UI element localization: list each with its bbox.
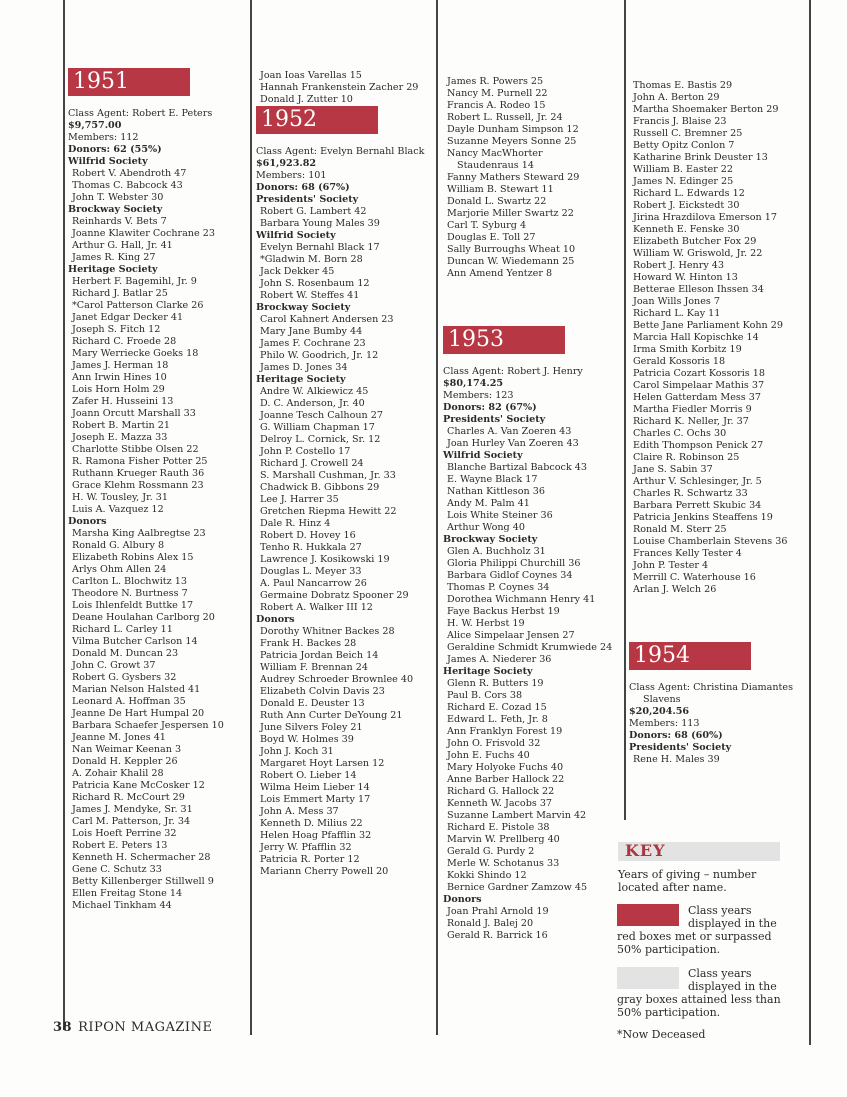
society-heading: Brockway Society	[443, 534, 538, 545]
donor-name: *Gladwin M. Born 28	[260, 254, 363, 265]
class-year-box: 1954	[629, 642, 751, 670]
donor-name: Nancy M. Purnell 22	[447, 88, 548, 99]
donor-name: June Silvers Foley 21	[260, 722, 363, 733]
donor-name: Evelyn Bernahl Black 17	[260, 242, 380, 253]
donor-name: Irma Smith Korbitz 19	[633, 344, 742, 355]
donor-name: R. Ramona Fisher Potter 25	[72, 456, 208, 467]
class-stat-bold: $20,204.56	[629, 706, 690, 717]
donor-name: Robert G. Gysbers 32	[72, 672, 177, 683]
donor-name: Robert V. Abendroth 47	[72, 168, 187, 179]
section-spacer	[443, 280, 623, 326]
donor-name: Richard R. McCourt 29	[72, 792, 185, 803]
column-rule	[809, 0, 811, 1045]
key-red-desc: Class years displayed in the red boxes met or surpassed 50% participation.	[617, 904, 777, 956]
donor-name: Edith Thompson Penick 27	[633, 440, 764, 451]
donor-name: Joseph E. Mazza 33	[72, 432, 168, 443]
donor-name: Donald E. Deuster 13	[260, 698, 365, 709]
donor-name: Germaine Dobratz Spooner 29	[260, 590, 409, 601]
donor-name: Dale R. Hinz 4	[260, 518, 331, 529]
donor-name: Marjorie Miller Swartz 22	[447, 208, 574, 219]
donor-name: Gerald Kossoris 18	[633, 356, 726, 367]
donor-name: Douglas E. Toll 27	[447, 232, 536, 243]
donor-name: Glenn R. Butters 19	[447, 678, 544, 689]
donor-name: Richard L. Carley 11	[72, 624, 173, 635]
class-stat: Members: 112	[68, 132, 139, 143]
donor-name: Robert J. Henry 43	[633, 260, 724, 271]
donor-name: Thomas C. Babcock 43	[72, 180, 183, 191]
donor-name: Luis A. Vazquez 12	[72, 504, 164, 515]
donor-name: Wilma Heim Lieber 14	[260, 782, 370, 793]
donor-name: Ronald J. Balej 20	[447, 918, 534, 929]
donor-name: Hannah Frankenstein Zacher 29	[260, 82, 419, 93]
donor-name: Ronald M. Sterr 25	[633, 524, 727, 535]
donor-name: Betty Opitz Conlon 7	[633, 140, 735, 151]
donor-name: Jane S. Sabin 37	[633, 464, 713, 475]
key-gray-desc: Class years displayed in the gray boxes attained less than 50% participation.	[617, 967, 781, 1019]
donor-name: Thomas E. Bastis 29	[633, 80, 733, 91]
donor-name: Mary Holyoke Fuchs 40	[447, 762, 564, 773]
donor-name: Janet Edgar Decker 41	[72, 312, 184, 323]
class-stat: Class Agent: Robert E. Peters	[68, 108, 213, 119]
magazine-name: RIPON MAGAZINE	[78, 1020, 213, 1035]
donor-name: Bernice Gardner Zamzow 45	[447, 882, 588, 893]
donor-name: Richard L. Edwards 12	[633, 188, 745, 199]
donor-name: Thomas P. Coynes 34	[447, 582, 550, 593]
donor-name: Andy M. Palm 41	[447, 498, 530, 509]
donor-name: Deane Houlahan Carlborg 20	[72, 612, 215, 623]
class-stat-bold: $80,174.25	[443, 378, 504, 389]
column-1954	[629, 80, 807, 766]
donor-name: Nathan Kittleson 36	[447, 486, 545, 497]
donor-name: Lois White Steiner 36	[447, 510, 553, 521]
column-rule	[63, 0, 65, 1030]
donor-name: Jeanne M. Jones 41	[72, 732, 166, 743]
donor-name: James F. Cochrane 23	[260, 338, 366, 349]
donor-name: Richard C. Froede 28	[72, 336, 177, 347]
donor-name: Patricia Cozart Kossoris 18	[633, 368, 765, 379]
donor-name: Carol Simpelaar Mathis 37	[633, 380, 765, 391]
donor-name: A. Paul Nancarrow 26	[260, 578, 367, 589]
donor-name: John S. Rosenbaum 12	[260, 278, 370, 289]
class-stat: Members: 101	[256, 170, 327, 181]
donor-name: John J. Koch 31	[260, 746, 334, 757]
donor-name: Robert G. Lambert 42	[260, 206, 367, 217]
donor-name: Paul B. Cors 38	[447, 690, 523, 701]
donor-name: William B. Easter 22	[633, 164, 734, 175]
donor-name: John A. Mess 37	[260, 806, 339, 817]
donor-name: Jerry W. Pfafflin 32	[260, 842, 352, 853]
donor-name: Barbara Schaefer Jespersen 10	[72, 720, 224, 731]
donor-name: Kenneth W. Jacobs 37	[447, 798, 553, 809]
class-stat-bold: Donors: 68 (67%)	[256, 182, 350, 193]
donor-name: Elizabeth Robins Alex 15	[72, 552, 194, 563]
donor-name: Patricia R. Porter 12	[260, 854, 360, 865]
donor-name: Delroy L. Cornick, Sr. 12	[260, 434, 381, 445]
donor-name: Jack Dekker 45	[260, 266, 335, 277]
donor-name: H. W. Herbst 19	[447, 618, 525, 629]
donor-name: William W. Griswold, Jr. 22	[633, 248, 763, 259]
donor-name: Herbert F. Bagemihl, Jr. 9	[72, 276, 197, 287]
society-heading: Presidents' Society	[256, 194, 359, 205]
society-heading: Donors	[68, 516, 107, 527]
donor-name: Howard W. Hinton 13	[633, 272, 738, 283]
section-spacer	[629, 596, 807, 642]
donor-name: G. William Chapman 17	[260, 422, 375, 433]
donor-name: Joan Wills Jones 7	[633, 296, 720, 307]
donor-name: Marsha King Aalbregtse 23	[72, 528, 206, 539]
donor-name: Merle W. Schotanus 33	[447, 858, 560, 869]
donor-name: Dorothy Whitner Backes 28	[260, 626, 395, 637]
donor-name: Russell C. Bremner 25	[633, 128, 743, 139]
donor-name: Gloria Philippi Churchill 36	[447, 558, 581, 569]
society-heading: Wilfrid Society	[443, 450, 523, 461]
donor-name: Chadwick B. Gibbons 29	[260, 482, 380, 493]
donor-name: Reinhards V. Bets 7	[72, 216, 167, 227]
column-rule	[436, 0, 438, 1035]
donor-name: Tenho R. Hukkala 27	[260, 542, 362, 553]
donor-name: Donald L. Swartz 22	[447, 196, 547, 207]
donor-name: Sally Burroughs Wheat 10	[447, 244, 576, 255]
class-year-box: 1951	[68, 68, 190, 96]
donor-name: E. Wayne Black 17	[447, 474, 538, 485]
donor-name: John P. Costello 17	[260, 446, 351, 457]
donor-name: Dorothea Wichmann Henry 41	[447, 594, 596, 605]
donor-name: Martha Shoemaker Berton 29	[633, 104, 779, 115]
donor-name: Richard J. Crowell 24	[260, 458, 364, 469]
donor-name: John O. Frisvold 32	[447, 738, 541, 749]
donor-name: Blanche Bartizal Babcock 43	[447, 462, 587, 473]
donor-name: Lois Emmert Marty 17	[260, 794, 371, 805]
donor-name: Edward L. Feth, Jr. 8	[447, 714, 548, 725]
society-heading: Wilfrid Society	[68, 156, 148, 167]
society-heading: Presidents' Society	[629, 742, 732, 753]
donor-name: Frank H. Backes 28	[260, 638, 357, 649]
donor-name: Helen Hoag Pfafflin 32	[260, 830, 372, 841]
donor-name: Nancy MacWhorter	[447, 148, 543, 159]
donor-name: Audrey Schroeder Brownlee 40	[260, 674, 414, 685]
donor-name: Nan Weimar Keenan 3	[72, 744, 182, 755]
donor-name: Gene C. Schutz 33	[72, 864, 162, 875]
donor-name: A. Zohair Khalil 28	[72, 768, 164, 779]
donor-name: Betty Killenberger Stillwell 9	[72, 876, 214, 887]
column-rule	[250, 0, 252, 1035]
donor-name: Ronald G. Albury 8	[72, 540, 165, 551]
donor-name: John A. Berton 29	[633, 92, 720, 103]
donor-name: William F. Brennan 24	[260, 662, 368, 673]
donor-name: Marian Nelson Halsted 41	[72, 684, 201, 695]
donor-name-cont: Staudenraus 14	[457, 160, 534, 171]
donor-name: Joan Prahl Arnold 19	[447, 906, 549, 917]
page-number: 38	[53, 1020, 73, 1035]
donor-name: Charlotte Stibbe Olsen 22	[72, 444, 199, 455]
donor-name: Francis J. Blaise 23	[633, 116, 727, 127]
donor-name: John T. Webster 30	[72, 192, 164, 203]
donor-name: Katharine Brink Deuster 13	[633, 152, 768, 163]
donor-name: D. C. Anderson, Jr. 40	[260, 398, 365, 409]
donor-name: Patricia Jordan Beich 14	[260, 650, 379, 661]
donor-name: John C. Growt 37	[72, 660, 156, 671]
donor-name: Ruth Ann Curter DeYoung 21	[260, 710, 403, 721]
donor-name: Gerald R. Barrick 16	[447, 930, 548, 941]
donor-name: Vilma Butcher Carlson 14	[72, 636, 198, 647]
class-stat-bold: Donors: 82 (67%)	[443, 402, 537, 413]
donor-name: Jirina Hrazdilova Emerson 17	[633, 212, 777, 223]
donor-name: Rene H. Males 39	[633, 754, 720, 765]
donor-name: Joanne Tesch Calhoun 27	[260, 410, 383, 421]
donor-name: Richard K. Neller, Jr. 37	[633, 416, 749, 427]
donor-name: Arthur V. Schlesinger, Jr. 5	[633, 476, 762, 487]
donor-name: Carlton L. Blochwitz 13	[72, 576, 187, 587]
class-year-box: 1952	[256, 106, 378, 134]
donor-name: Patricia Jenkins Steaffens 19	[633, 512, 773, 523]
donor-name: Faye Backus Herbst 19	[447, 606, 560, 617]
society-heading: Heritage Society	[68, 264, 158, 275]
donor-name: Lois Ihlenfeldt Buttke 17	[72, 600, 194, 611]
donor-name: Marvin W. Prellberg 40	[447, 834, 560, 845]
donor-name: Joann Orcutt Marshall 33	[72, 408, 196, 419]
donor-name: Gretchen Riepma Hewitt 22	[260, 506, 397, 517]
donor-name: Theodore N. Burtness 7	[72, 588, 188, 599]
donor-name: Alice Simpelaar Jensen 27	[447, 630, 575, 641]
donor-name: Anne Barber Hallock 22	[447, 774, 565, 785]
donor-name: Suzanne Lambert Marvin 42	[447, 810, 587, 821]
donor-name: Helen Gatterdam Mess 37	[633, 392, 761, 403]
deceased-note: *Now Deceased	[617, 1028, 706, 1041]
donor-name: Jeanne De Hart Humpal 20	[72, 708, 205, 719]
donor-name: Donald H. Keppler 26	[72, 756, 178, 767]
donor-name: James J. Mendyke, Sr. 31	[72, 804, 193, 815]
donor-name: Richard E. Cozad 15	[447, 702, 547, 713]
donor-name: Arthur G. Hall, Jr. 41	[72, 240, 173, 251]
donor-name: Marcia Hall Kopischke 14	[633, 332, 759, 343]
donor-name: Kokki Shindo 12	[447, 870, 527, 881]
donor-name: Joanne Klawiter Cochrane 23	[72, 228, 215, 239]
donor-name: James D. Jones 34	[260, 362, 348, 373]
donor-name: William B. Stewart 11	[447, 184, 554, 195]
donor-name: Joseph S. Fitch 12	[72, 324, 161, 335]
donor-name: Arthur Wong 40	[447, 522, 525, 533]
donor-name: James R. King 27	[72, 252, 156, 263]
society-heading: Heritage Society	[256, 374, 346, 385]
donor-name-cont: Slavens	[643, 694, 681, 705]
society-heading: Heritage Society	[443, 666, 533, 677]
donor-name: Robert E. Peters 13	[72, 840, 168, 851]
donor-name: Suzanne Meyers Sonne 25	[447, 136, 577, 147]
donor-name: Ann Irwin Hines 10	[72, 372, 167, 383]
donor-name: Charles C. Ochs 30	[633, 428, 727, 439]
donor-name: Louise Chamberlain Stevens 36	[633, 536, 788, 547]
donor-name: Carl T. Syburg 4	[447, 220, 527, 231]
donor-name: Margaret Hoyt Larsen 12	[260, 758, 385, 769]
donor-name: Mariann Cherry Powell 20	[260, 866, 389, 877]
donor-name: Andre W. Alkiewicz 45	[260, 386, 369, 397]
donor-name: Donald J. Zutter 10	[260, 94, 353, 105]
donor-name: John E. Fuchs 40	[447, 750, 530, 761]
class-stat-bold: $61,923.82	[256, 158, 317, 169]
donor-name: Merrill C. Waterhouse 16	[633, 572, 756, 583]
donor-name: Mary Jane Bumby 44	[260, 326, 363, 337]
key-intro: Years of giving – number located after name.	[618, 868, 757, 894]
donor-name: Barbara Gidlof Coynes 34	[447, 570, 573, 581]
donor-name: Kenneth D. Milius 22	[260, 818, 363, 829]
donor-name: Robert L. Russell, Jr. 24	[447, 112, 563, 123]
donor-name: Donald M. Duncan 23	[72, 648, 179, 659]
donor-name: Richard L. Kay 11	[633, 308, 721, 319]
donor-name: Arlan J. Welch 26	[633, 584, 717, 595]
donor-name: *Carol Patterson Clarke 26	[72, 300, 204, 311]
donor-name: S. Marshall Cushman, Jr. 33	[260, 470, 396, 481]
donor-name: James J. Herman 18	[72, 360, 169, 371]
donor-name: Elizabeth Colvin Davis 23	[260, 686, 385, 697]
donor-name: Robert A. Walker III 12	[260, 602, 373, 613]
donor-name: Robert J. Eickstedt 30	[633, 200, 740, 211]
donor-name: Lee J. Harrer 35	[260, 494, 339, 505]
donor-name: Francis A. Rodeo 15	[447, 100, 546, 111]
donor-name: Charles R. Schwartz 33	[633, 488, 748, 499]
class-stat-bold: $9,757.00	[68, 120, 122, 131]
donor-name: Geraldine Schmidt Krumwiede 24	[447, 642, 613, 653]
donor-name: Dayle Dunham Simpson 12	[447, 124, 579, 135]
donor-name: Robert W. Steffes 41	[260, 290, 360, 301]
donor-name: Zafer H. Husseini 13	[72, 396, 174, 407]
donor-name: Michael Tinkham 44	[72, 900, 172, 911]
donor-name: Leonard A. Hoffman 35	[72, 696, 186, 707]
class-stat: Members: 123	[443, 390, 514, 401]
donor-name: Charles A. Van Zoeren 43	[447, 426, 572, 437]
donor-name: Mary Werriecke Goeks 18	[72, 348, 199, 359]
society-heading: Brockway Society	[68, 204, 163, 215]
donor-name: Richard E. Pistole 38	[447, 822, 550, 833]
donor-name: Lois Horn Holm 29	[72, 384, 165, 395]
class-stat-bold: Donors: 62 (55%)	[68, 144, 162, 155]
donor-name: Robert B. Martin 21	[72, 420, 170, 431]
donor-name: Betterae Elleson Ihssen 34	[633, 284, 764, 295]
donor-name: Carol Kahnert Andersen 23	[260, 314, 394, 325]
donor-name: James A. Niederer 36	[447, 654, 552, 665]
class-stat: Members: 113	[629, 718, 700, 729]
donor-name: Boyd W. Holmes 39	[260, 734, 354, 745]
column-1951	[68, 68, 248, 912]
donor-name: Philo W. Goodrich, Jr. 12	[260, 350, 379, 361]
donor-name: Ruthann Krueger Rauth 36	[72, 468, 205, 479]
donor-name: Douglas L. Meyer 33	[260, 566, 362, 577]
page-footer	[53, 1020, 212, 1035]
donor-name: H. W. Tousley, Jr. 31	[72, 492, 168, 503]
society-heading: Donors	[443, 894, 482, 905]
class-stat-bold: Donors: 68 (60%)	[629, 730, 723, 741]
society-heading: Presidents' Society	[443, 414, 546, 425]
class-stat: Class Agent: Evelyn Bernahl Black	[256, 146, 425, 157]
donor-name: Bette Jane Parliament Kohn 29	[633, 320, 783, 331]
donor-name: Ann Franklyn Forest 19	[447, 726, 563, 737]
society-heading: Wilfrid Society	[256, 230, 336, 241]
column-1953	[443, 76, 623, 942]
donor-name: James N. Edinger 25	[633, 176, 734, 187]
donor-name: Arlys Ohm Allen 24	[72, 564, 167, 575]
donor-name: Martha Fiedler Morris 9	[633, 404, 752, 415]
donor-name: Fanny Mathers Steward 29	[447, 172, 580, 183]
donor-name: Glen A. Buchholz 31	[447, 546, 546, 557]
donor-name: Robert O. Lieber 14	[260, 770, 357, 781]
donor-name: Gerald G. Purdy 2	[447, 846, 535, 857]
column-rule	[624, 0, 626, 820]
donor-name: Elizabeth Butcher Fox 29	[633, 236, 757, 247]
donor-name: Lawrence J. Kosikowski 19	[260, 554, 390, 565]
donor-name: Richard J. Batlar 25	[72, 288, 168, 299]
donor-name: Claire R. Robinson 25	[633, 452, 740, 463]
donor-name: Carl M. Patterson, Jr. 34	[72, 816, 191, 827]
society-heading: Donors	[256, 614, 295, 625]
donor-name: Ann Amend Yentzer 8	[447, 268, 553, 279]
donor-name: Ellen Freitag Stone 14	[72, 888, 183, 899]
donor-name: John P. Tester 4	[633, 560, 709, 571]
donor-name: Grace Klehm Rossmann 23	[72, 480, 204, 491]
donor-name: Barbara Perrett Skubic 34	[633, 500, 762, 511]
donor-name: Barbara Young Males 39	[260, 218, 380, 229]
donor-name: Kenneth E. Fenske 30	[633, 224, 740, 235]
donor-name: Joan Hurley Van Zoeren 43	[447, 438, 579, 449]
class-stat: Class Agent: Robert J. Henry	[443, 366, 583, 377]
column-1952	[256, 70, 434, 878]
donor-name: Kenneth H. Schermacher 28	[72, 852, 211, 863]
class-year-box: 1953	[443, 326, 565, 354]
key-title: KEY	[625, 841, 666, 860]
society-heading: Brockway Society	[256, 302, 351, 313]
donor-name: Frances Kelly Tester 4	[633, 548, 742, 559]
donor-name: Patricia Kane McCosker 12	[72, 780, 205, 791]
donor-name: Robert D. Hovey 16	[260, 530, 356, 541]
donor-name: Joan Ioas Varellas 15	[260, 70, 362, 81]
donor-name: James R. Powers 25	[447, 76, 544, 87]
donor-name: Richard G. Hallock 22	[447, 786, 555, 797]
donor-name: Duncan W. Wiedemann 25	[447, 256, 575, 267]
class-stat: Class Agent: Christina Diamantes	[629, 682, 793, 693]
donor-name: Lois Hoeft Perrine 32	[72, 828, 177, 839]
